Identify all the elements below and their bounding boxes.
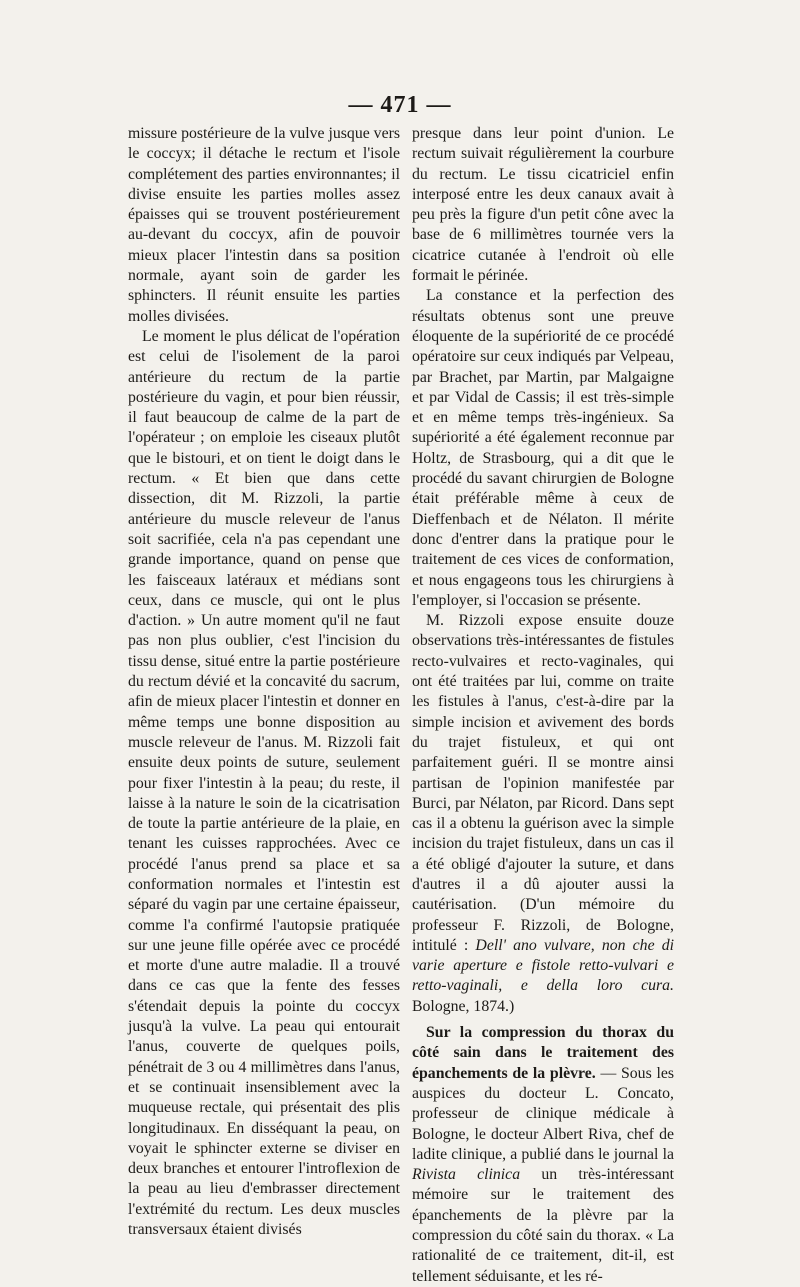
paragraph xyxy=(412,611,674,1017)
paragraph-text: un très-intéressant mémoire sur le traitement des épanchements de la plèvre par la compression du côté sain du thorax. « La rationalité de ce traitement, dit-il, est tellement séduisante, et les ré- xyxy=(412,1166,674,1285)
paragraph: Le moment le plus délicat de l'opération est celui de l'isolement de la paroi antérieure du rectum de la partie postérieure du vagin, et pour bien réussir, il faut beaucoup de calme de la part de l'opérateur ; on emploie les ciseaux plutôt que le bistouri, et on tient le doigt dans le rectum. « Et bien que dans cette dissection, dit M. Rizzoli, la partie antérieure du muscle releveur de l'anus soit sacrifiée, cela n'a pas cependant une grande importance, quand on pense que les faisceaux latéraux et médians sont ceux, dans ce muscle, qui ont le plus d'action. » Un autre moment qu'il ne faut pas non plus oublier, c'est l'incision du tissu dense, situé entre la partie postérieure du rectum dévié et la concavité du sacrum, afin de mieux placer l'intestin et donner en même temps une bonne disposition au muscle releveur de l'anus. M. Rizzoli fait ensuite deux points de suture, seulement pour fixer l'intestin à la peau; du reste, il laisse à la nature le soin de la cicatrisation de toute la partie antérieure de la plaie, en tenant les cuisses rapprochées. Avec ce procédé l'anus prend sa place et sa conformation normales et l'intestin est séparé du vagin par une certaine épaisseur, comme l'a confirmé l'autopsie pratiquée sur une jeune fille opérée avec ce procédé et morte d'une autre maladie. Il a trouvé dans ce cas que la fente des fesses s'étendait depuis la pointe du coccyx jusqu'à la vulve. La peau qui entourait l'anus, couverte de quelques poils, pénétrait de 3 ou 4 millimètres dans l'anus, et se continuait insensiblement avec la muqueuse rectale, qui présentait des plis longitudinaux. En disséquant la peau, on voyait le sphincter externe se diviser en deux branches et entourer l'introflexion de la peau au lieu d'embrasser directement l'extrémité du rectum. Les deux muscles transversaux étaient divisés xyxy=(128,327,400,1239)
journal-title: Rivista clinica xyxy=(412,1166,521,1184)
paragraph-text: M. Rizzoli expose ensuite douze observations très-intéressantes de fistules recto-vulvaires et recto-vaginales, qui ont été traitées par lui, comme on traite les fistules à l'anus, c'est-à-dire par la simple incision et avivement des bords du trajet fistuleux, et qui ont parfaitement guéri. Il se montre ainsi partisan de l'opinion manifestée par Burci, par Nélaton, par Ricord. Dans sept cas il a obtenu la guérison avec la simple incision du trajet fistuleux, dans un cas il a été obligé d'ajouter la suture, et dans d'autres il a dû ajouter aussi la cautérisation. (D'un mémoire du professeur F. Rizzoli, de Bologne, intitulé : xyxy=(412,612,674,954)
paragraph-text: — Sous les auspices du docteur L. Concato, professeur de clinique médicale à Bologne, le docteur Albert Riva, chef de ladite clinique, a publié dans le journal la xyxy=(412,1064,674,1163)
cited-title: Dell' ano vulvare, non che di varie aperture e fistole retto-vulvari e retto-vaginali, e della loro cura. xyxy=(412,936,674,995)
paragraph: La constance et la perfection des résultats obtenus sont une preuve éloquente de la supériorité de ce procédé opératoire sur ceux indiqués par Velpeau, par Brachet, par Martin, par Malgaigne et par Vidal de Cassis; il est très-simple et en même temps très-ingénieux. Sa supériorité a été également reconnue par Holtz, de Strasbourg, qui a dit que le procédé du savant chirurgien de Bologne était préférable même à ceux de Dieffenbach et de Nélaton. Il mérite donc d'entrer dans la pratique pour le traitement de ces vices de conformation, et nous engageons tous les chirurgiens à l'employer, si l'occasion se présente. xyxy=(412,287,674,609)
paragraph-text: Bologne, 1874.) xyxy=(412,997,515,1015)
left-column xyxy=(128,124,400,1240)
section-heading: Sur la compression du thorax du côté sain dans le traitement des épanchements de la plèvre. xyxy=(412,1024,674,1082)
page-number: — 471 — xyxy=(348,92,452,118)
section-paragraph xyxy=(412,1023,674,1287)
right-column xyxy=(412,124,674,1287)
paragraph: missure postérieure de la vulve jusque vers le coccyx; il détache le rectum et l'isole complétement des parties environnantes; il divise ensuite les parties molles assez épaisses qui se trouvent postérieurement au-devant du coccyx, afin de pouvoir mieux placer l'intestin dans sa position normale, ayant soin de garder les sphincters. Il réunit ensuite les parties molles divisées. xyxy=(128,125,400,325)
paragraph: presque dans leur point d'union. Le rectum suivait régulièrement la courbure du rectum. Le tissu cicatriciel enfin interposé entre les deux canaux avait à peu près la figure d'un petit cône avec la base de 6 millimètres tournée vers la cicatrice cutanée à l'endroit où elle formait le périnée. xyxy=(412,125,674,285)
